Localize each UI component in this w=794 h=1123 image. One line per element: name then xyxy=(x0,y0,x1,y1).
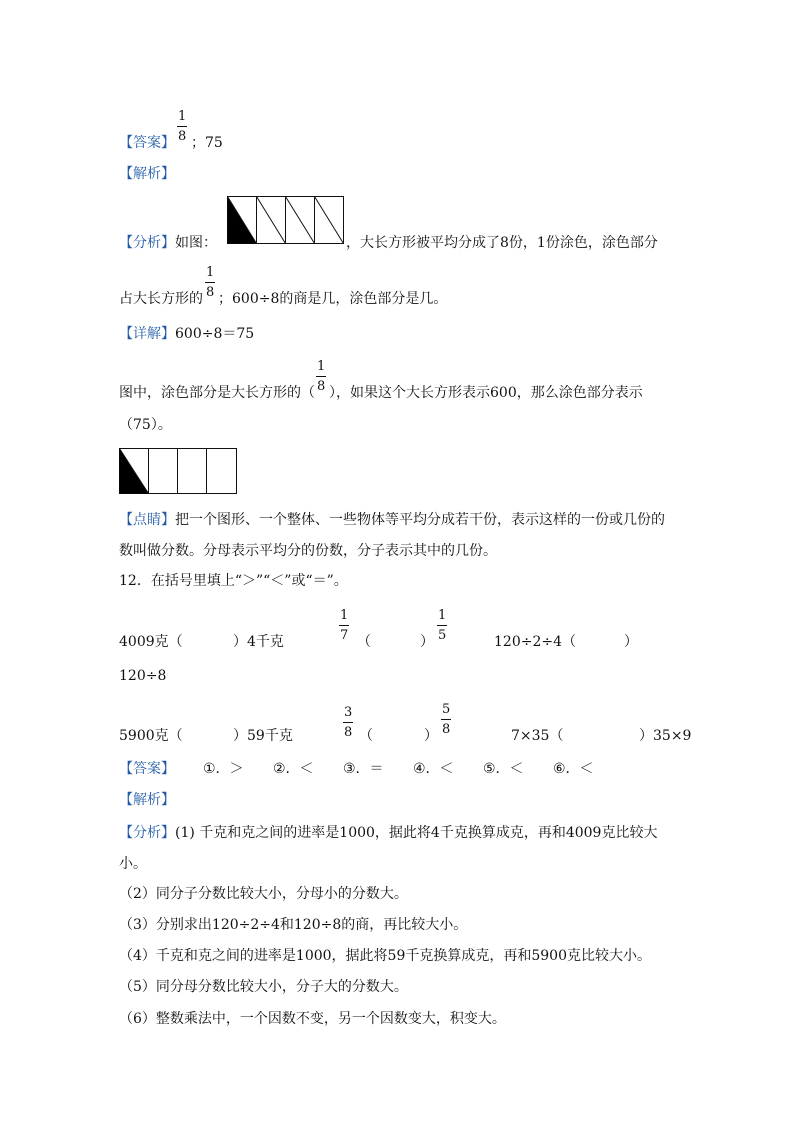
fraction-denominator: 8 xyxy=(178,129,187,144)
rectangle-4-parts-figure xyxy=(119,448,237,494)
fraction-numerator: 3 xyxy=(344,705,353,720)
analysis-2-tag: 【解析】 xyxy=(119,792,175,808)
detail-tag: 【详解】 xyxy=(119,326,175,342)
row1-b-paren-left: （ xyxy=(357,634,371,650)
answer-2-tag: 【答案】 xyxy=(119,761,175,777)
fenxi-lead: 如图： xyxy=(175,235,217,251)
fenxi-2-p1-line2: 小。 xyxy=(119,856,147,872)
tip-tag: 【点睛】 xyxy=(119,512,175,528)
answer-item-2: ②．＜ xyxy=(273,761,314,777)
tip-line-1: 把一个图形、一个整体、一些物体等平均分成若干份，表示这样的一份或几份的 xyxy=(175,512,665,528)
answer-item-1: ①．＞ xyxy=(203,761,244,777)
answer-tag: 【答案】 xyxy=(119,135,175,151)
fraction-numerator: 5 xyxy=(442,702,451,717)
fenxi-text-1: ，大长方形被平均分成了8份，1份涂色，涂色部分 xyxy=(346,235,658,251)
analysis-tag: 【解析】 xyxy=(119,166,175,182)
fenxi-2-p2: （2）同分子分数比较大小，分母小的分数大。 xyxy=(119,886,408,902)
fenxi-2-p4: （4）千克和克之间的进率是1000，据此将59千克换算成克，再和5900克比较大小。 xyxy=(119,948,651,964)
row1-c-left: 120÷2÷4（ xyxy=(494,634,576,650)
fraction-numerator: 1 xyxy=(178,109,187,124)
answer-fraction xyxy=(177,110,187,143)
fraction-denominator: 8 xyxy=(206,285,215,300)
fraction-denominator: 5 xyxy=(438,628,447,643)
detail-line-post: ），如果这个大长方形表示600，那么涂色部分表示 xyxy=(329,385,643,401)
fraction-denominator: 8 xyxy=(344,725,353,740)
detail-calc: 600÷8＝75 xyxy=(175,326,255,342)
row1-c-wrap: 120÷8 xyxy=(119,668,167,684)
detail-line-2: （75）。 xyxy=(119,417,172,433)
fraction-numerator: 1 xyxy=(206,265,215,280)
row1-a-left: 4009克（ xyxy=(119,634,183,650)
fenxi-text-2-pre: 占大长方形的 xyxy=(119,291,203,307)
answer-item-5: ⑤．＜ xyxy=(483,761,524,777)
detail-line-pre: 图中，涂色部分是大长方形的（ xyxy=(119,385,315,401)
answer-item-4: ④．＜ xyxy=(413,761,454,777)
fenxi-2-p1-line1: (1) 千克和克之间的进率是1000，据此将4千克换算成克，再和4009克比较大 xyxy=(175,825,658,841)
fraction-denominator: 7 xyxy=(340,628,349,643)
fenxi-tag: 【分析】 xyxy=(119,235,175,251)
fraction-numerator: 1 xyxy=(438,608,447,623)
answer-item-6: ⑥．＜ xyxy=(553,761,594,777)
row2-c-left: 7×35（ xyxy=(511,728,564,744)
tip-line-2: 数叫做分数。分母表示平均分的份数，分子表示其中的几份。 xyxy=(119,543,497,559)
row1-a-right: ）4千克 xyxy=(233,634,284,650)
fraction-numerator: 1 xyxy=(317,359,326,374)
fraction-numerator: 1 xyxy=(340,608,349,623)
row2-a-left: 5900克（ xyxy=(119,728,183,744)
fenxi-2-p6: （6）整数乘法中，一个因数不变，另一个因数变大，积变大。 xyxy=(119,1011,506,1027)
row2-b-left-fraction xyxy=(343,706,353,739)
fenxi-2-tag: 【分析】 xyxy=(119,825,175,841)
question-12-title: 12．在括号里填上“＞”“＜”或“＝”。 xyxy=(119,573,348,589)
row1-b-left-fraction xyxy=(339,609,349,642)
row2-a-right: ）59千克 xyxy=(233,728,293,744)
detail-fraction xyxy=(316,360,326,393)
row1-b-paren-right: ） xyxy=(420,634,434,650)
fenxi-fraction xyxy=(205,266,215,299)
fraction-denominator: 8 xyxy=(442,722,451,737)
fenxi-2-p5: （5）同分母分数比较大小，分子大的分数大。 xyxy=(119,979,408,995)
row2-b-right-fraction xyxy=(441,703,451,736)
row2-c-right: ）35×9 xyxy=(639,728,692,744)
row1-c-right: ） xyxy=(624,634,638,650)
answer-value: ；75 xyxy=(191,135,223,151)
rectangle-8-parts-figure xyxy=(227,196,344,244)
row2-b-paren-left: （ xyxy=(359,728,373,744)
fraction-denominator: 8 xyxy=(317,379,326,394)
fenxi-2-p3: （3）分别求出120÷2÷4和120÷8的商，再比较大小。 xyxy=(119,917,468,933)
fenxi-text-2-post: ；600÷8的商是几，涂色部分是几。 xyxy=(218,291,448,307)
row2-b-paren-right: ） xyxy=(424,728,438,744)
answer-item-3: ③．＝ xyxy=(343,761,384,777)
row1-b-right-fraction xyxy=(437,609,447,642)
